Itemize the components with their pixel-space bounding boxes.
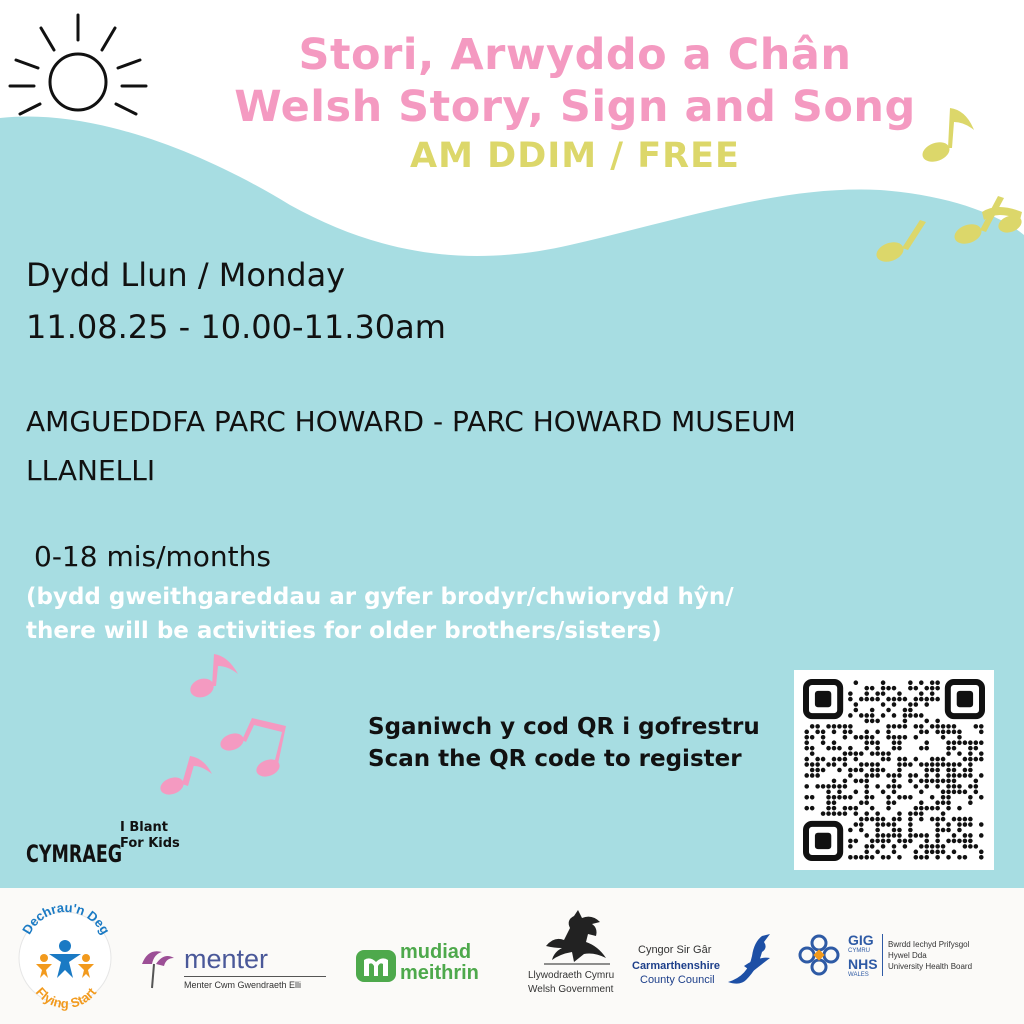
hywel-dda-line-1: Bwrdd Iechyd Prifysgol: [888, 940, 970, 949]
hywel-dda-line-3: University Health Board: [888, 962, 973, 971]
hywel-dda-line-2: Hywel Dda: [888, 951, 927, 960]
hywel-dda-emblem-icon: [796, 932, 842, 978]
menter-name: menter: [184, 944, 269, 974]
venue-line-2: LLANELLI: [26, 454, 156, 487]
note-english: there will be activities for older brothers/sisters): [26, 618, 662, 644]
menter-logo-icon: [136, 944, 176, 990]
event-date-time: 11.08.25 - 10.00-11.30am: [26, 308, 446, 346]
note-welsh: (bydd gweithgareddau ar gyfer brodyr/chwiorydd hŷn/: [26, 584, 734, 610]
age-range: 0-18 mis/months: [34, 540, 271, 573]
hywel-dda-nhs: NHS: [848, 956, 878, 972]
ccc-line-1: Cyngor Sir Gâr: [638, 944, 712, 956]
registration-qr-code[interactable]: [794, 670, 994, 870]
pink-double-note-icon: [216, 712, 296, 778]
menter-divider: [184, 976, 326, 977]
carmarthenshire-dragon-icon: [718, 926, 774, 990]
venue-line-1: AMGUEDDFA PARC HOWARD - PARC HOWARD MUSEUM: [26, 405, 796, 438]
ccc-line-3: County Council: [640, 974, 715, 986]
free-label: AM DDIM / FREE: [410, 136, 740, 176]
yellow-music-note-icon: [918, 100, 988, 170]
welsh-gov-line-2: Welsh Government: [528, 984, 614, 995]
cymraeg-line-2: For Kids: [120, 836, 180, 851]
cymraeg-line-1: I Blant: [120, 820, 168, 835]
register-welsh: Sganiwch y cod QR i gofrestru: [368, 714, 760, 740]
qr-code-pattern: [794, 670, 994, 870]
title-welsh: Stori, Arwyddo a Chân: [298, 30, 852, 80]
event-day: Dydd Llun / Monday: [26, 256, 346, 294]
welsh-dragon-icon: [540, 906, 614, 966]
register-english: Scan the QR code to register: [368, 746, 742, 772]
hywel-dda-wales: WALES: [848, 972, 869, 978]
mudiad-line-2: meithrin: [400, 962, 479, 984]
mudiad-line-1: mudiad: [400, 941, 472, 963]
cymraeg-badge-logo: [26, 812, 123, 876]
cymraeg-word: CYMRAEG: [26, 840, 123, 868]
ccc-line-2: Carmarthenshire: [632, 960, 721, 972]
pink-music-note-small-icon: [156, 752, 216, 798]
flying-start-bottom: Flying Start: [32, 984, 100, 1012]
title-english: Welsh Story, Sign and Song: [234, 82, 916, 132]
menter-sub: Menter Cwm Gwendraeth Elli: [184, 980, 302, 990]
hywel-dda-cymru: CYMRU: [848, 948, 870, 954]
pink-music-note-icon: [186, 648, 246, 704]
flying-start-top: Dechrau'n Deg: [19, 900, 113, 937]
sun-icon: [6, 10, 146, 130]
flying-start-logo: [14, 900, 116, 1016]
hywel-dda-gig: GIG: [848, 932, 874, 948]
welsh-gov-line-1: Llywodraeth Cymru: [528, 970, 615, 981]
yellow-double-note-icon: [872, 182, 1024, 272]
mudiad-meithrin-icon: [356, 946, 396, 986]
hywel-dda-divider: [882, 934, 883, 976]
